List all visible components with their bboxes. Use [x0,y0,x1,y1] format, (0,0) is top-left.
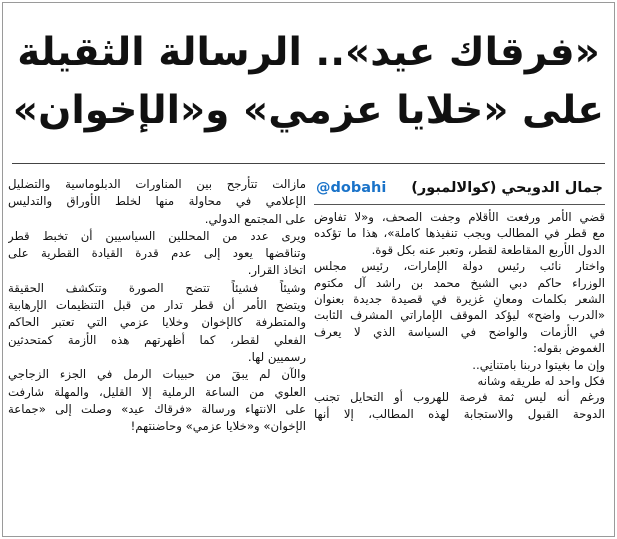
headline-divider [12,163,605,164]
paragraph-line: العلوي من الساعة الرملية إلا القليل، والمهلة شارفت [8,384,306,399]
article-column-left [8,176,306,533]
paragraph-line: على الانتهاء ورسالة «فرقاك عيد» وصلت إلى «جماعة [8,401,306,416]
paragraph-line: الدول الأربع المقاطعة لقطر، وتعبر عنه بكل قوة. [371,242,605,257]
paragraph-line: وشيئاً فشيئاً تتضح الصورة وتتكشف الحقيقة [8,280,306,295]
headline-line-1: «فرقاك عيد».. الرسالة الثقيلة [17,30,600,75]
paragraph-line: ويرى عدد من المحللين السياسيين أن تخبط قطر [8,228,306,243]
paragraph-line: رسميين لها. [247,349,306,364]
paragraph-line: الوزراء حاكم دبي الشيخ محمد بن راشد آل مكتوم [314,275,605,290]
paragraph-line: «الدرب واضح» ليؤكد الموقف الإماراتي المشرف الثابت [314,308,605,323]
paragraph-line: ويتضح الأمر أن قطر تدار من قبل التنظيمات الإرهابية [8,298,306,313]
paragraph-line: ورغم أنه ليس ثمة فرصة للهروب أو التحايل تجنب [314,390,605,405]
paragraph-line: واختار نائب رئيس دولة الإمارات، رئيس مجلس [314,259,605,274]
paragraph-line: الإعلامي في محاولة منها لخلط الأوراق والتدليس [8,194,306,209]
poem-line: وإن ما بغيتوا دربنا بامتنانِي.. [472,357,605,372]
paragraph-line: الفعلي لقطر، كما أظهرتهم هذه الأزمة كمتحدثين [8,332,306,347]
twitter-handle[interactable]: @dobahi [316,180,387,196]
paragraph-line: والآن لم يبقَ من حبيبات الرمل في الجزء الزجاجي [8,367,306,382]
poem-line: فكل واحد له طريقه وشانه [477,373,605,388]
paragraph-line: الإخوان» و«خلايا عزمي» وحاضنتهم! [130,419,306,434]
byline [314,172,605,205]
paragraph-line: مازالت تتأرجح بين المناورات الدبلوماسية والتضليل [8,177,306,191]
paragraph-line: قضي الأمر ورفعت الأقلام وجفت الصحف، و«لا تفاوض [314,210,605,224]
article-column-right [314,172,605,533]
paragraph-line: والمتطرفة كالإخوان وخلايا عزمي التي تعتبر الحاكم [8,315,306,330]
article-headline [8,24,609,140]
paragraph-line: الغموض بقوله: [532,341,605,356]
paragraph-line: الدوحة القبول والاستجابة لهذه المطالب، إلا أنها [314,406,605,421]
paragraph-line: اتخاذ القرار. [247,263,306,278]
paragraph-line: الشعر بكلمات ومعانٍ غزيرة في قصيدة جديدة بعنوان [314,291,605,306]
paragraph-line: وتناقضها يعود إلى عدم قدرة القيادة القطرية على [8,246,306,261]
author-name: جمال الدويحي (كوالالمبور) [411,180,603,196]
paragraph-line: مع قطر في المطالب ويجب تنفيذها كاملة»، هذا ما تؤكده [314,226,605,241]
headline-line-2: على «خلايا عزمي» و«الإخوان» [12,88,605,133]
paragraph-line: في الأزمات والواضح في السياسة الذي لا يعرف [314,324,605,339]
paragraph-line: على المجتمع الدولي. [204,211,306,226]
